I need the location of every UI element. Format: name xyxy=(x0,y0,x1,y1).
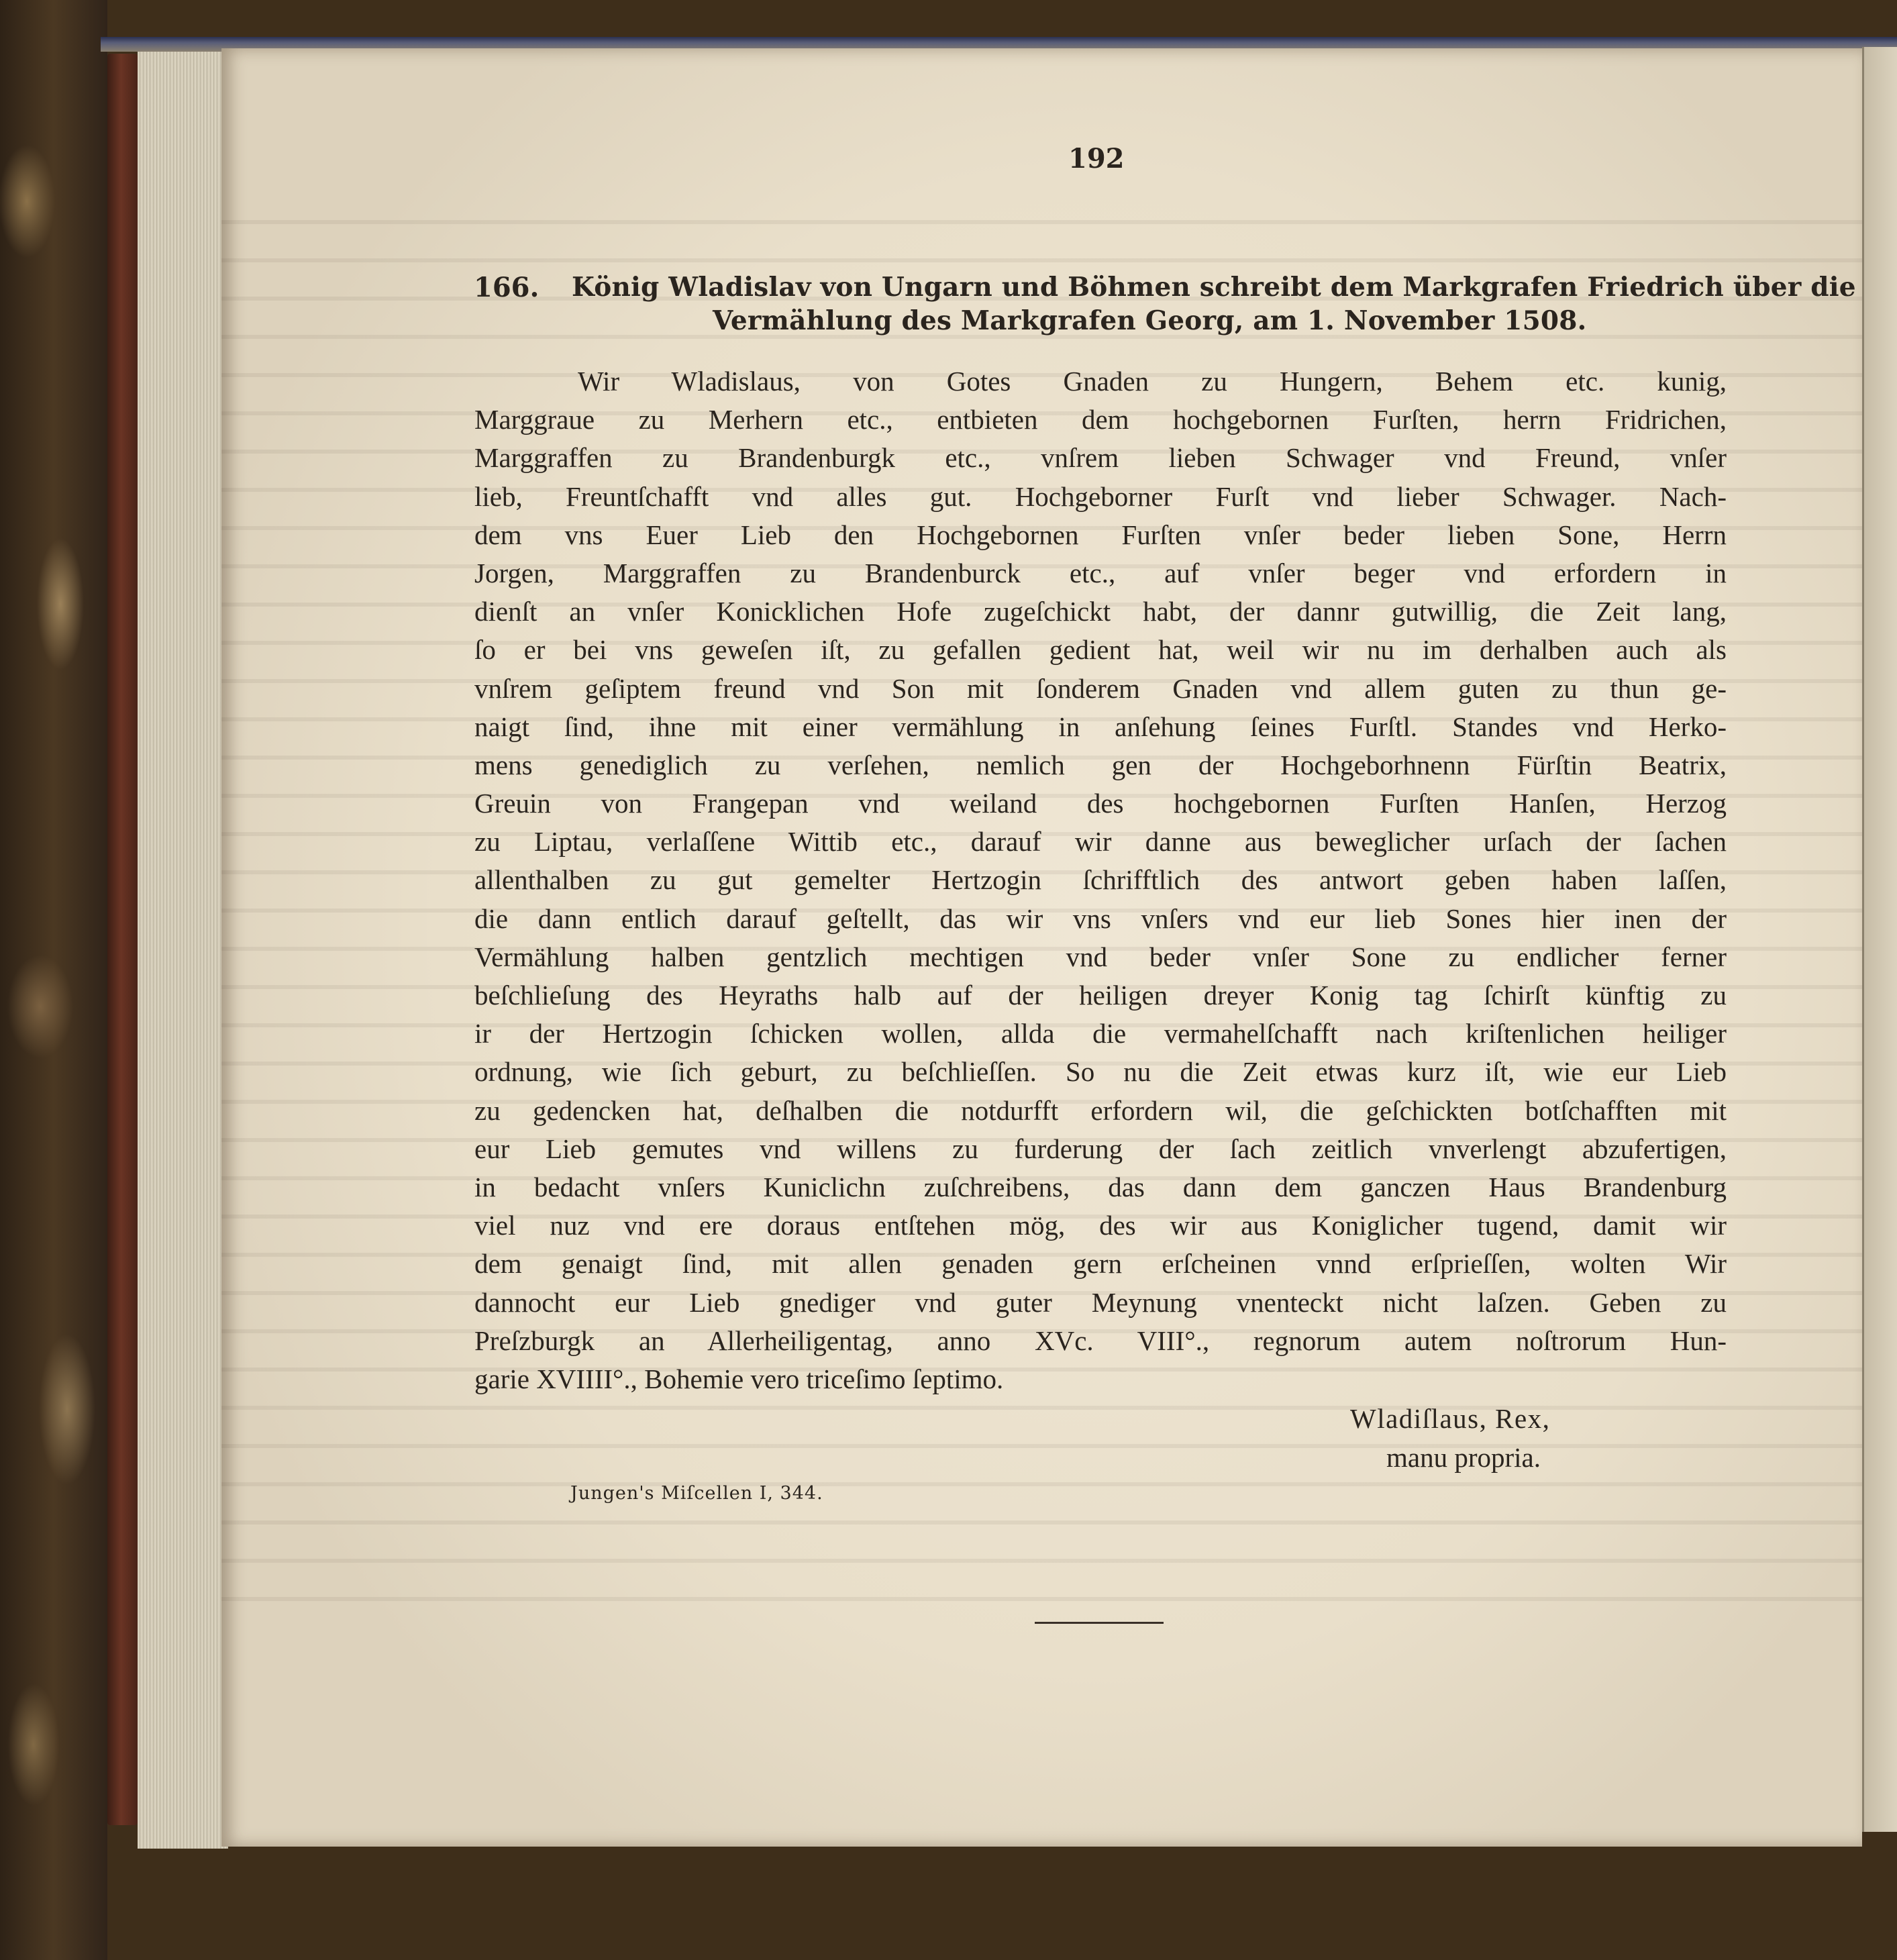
letter-body xyxy=(474,362,1727,1398)
body-line: die dann entlich darauf geſtellt, das wir vns vnſers vnd eur lieb Sones hier inen der xyxy=(474,902,1727,934)
body-line: Preſzburgk an Allerheiligentag, anno XVc. VIII°., regnorum autem noſtrorum Hun- xyxy=(474,1325,1727,1356)
body-line: garie XVIIII°., Bohemie vero triceſimo ſeptimo. xyxy=(474,1363,1004,1394)
body-line: vnſrem geſiptem freund vnd Son mit ſonderem Gnaden vnd allem guten zu thun ge- xyxy=(474,672,1727,704)
body-line: dem vns Euer Lieb den Hochgebornen Furſten vnſer beder lieben Sone, Herrn xyxy=(474,519,1727,550)
body-line: zu gedencken hat, deſhalben die notdurfft erfordern wil, die geſchickten botſchafften mit xyxy=(474,1094,1727,1126)
body-line: mens genediglich zu verſehen, nemlich gen der Hochgeborhnenn Fürſtin Beatrix, xyxy=(474,749,1727,780)
body-line: Wir Wladislaus, von Gotes Gnaden zu Hungern, Behem etc. kunig, xyxy=(578,366,1727,397)
signature-note: manu propria. xyxy=(1386,1442,1541,1473)
leather-spine xyxy=(107,54,138,1825)
body-line: dem genaigt ſind, mit allen genaden gern erſcheinen vnnd erſprieſſen, wolten Wir xyxy=(474,1248,1727,1280)
body-line: beſchlieſung des Heyraths halb auf der heiligen dreyer Konig tag ſchirſt künftig zu xyxy=(474,980,1727,1011)
section-rule xyxy=(1035,1622,1164,1624)
adjacent-page-edge xyxy=(1862,47,1897,1832)
body-line: viel nuz vnd ere doraus entſtehen mög, des wir aus Koniglicher tugend, damit wir xyxy=(474,1210,1727,1241)
body-line: naigt ſind, ihne mit einer vermählung in anſehung ſeines Furſtl. Standes vnd Herko- xyxy=(474,711,1727,742)
body-line: Vermählung halben gentzlich mechtigen vnd beder vnſer Sone zu endlicher ferner xyxy=(474,941,1727,972)
body-line: Greuin von Frangepan vnd weiland des hochgebornen Furſten Hanſen, Herzog xyxy=(474,788,1727,819)
body-line: zu Liptau, verlaſſene Wittib etc., darauf wir danne aus beweglicher urſach der ſachen xyxy=(474,826,1727,858)
page-number: 192 xyxy=(1068,143,1125,174)
document-heading-line-1: König Wladislav von Ungarn und Böhmen schreibt dem Markgrafen Friedrich über die xyxy=(572,272,1856,303)
body-line: Jorgen, Marggraffen zu Brandenburck etc., auf vnſer beger vnd erfordern in xyxy=(474,557,1727,588)
body-line: in bedacht vnſers Kuniclichn zuſchreibens, das dann dem ganczen Haus Brandenburg xyxy=(474,1171,1727,1202)
body-line: Marggraue zu Merhern etc., entbieten dem hochgebornen Furſten, herrn Fridrichen, xyxy=(474,404,1727,435)
body-line: lieb, Freuntſchafft vnd alles gut. Hochgeborner Furſt vnd lieber Schwager. Nach- xyxy=(474,480,1727,512)
signature: Wladiſlaus, Rex, xyxy=(1350,1403,1551,1434)
body-line: ordnung, wie ſich geburt, zu beſchlieſſen. So nu die Zeit etwas kurz iſt, wie eur Lieb xyxy=(474,1056,1727,1088)
body-line: eur Lieb gemutes vnd willens zu furderung der ſach zeitlich vnverlengt abzufertigen, xyxy=(474,1133,1727,1164)
body-line: ſo er bei vns geweſen iſt, zu gefallen gedient hat, weil wir nu im derhalben auch als xyxy=(474,634,1727,666)
page-edges xyxy=(138,44,228,1849)
body-line: allenthalben zu gut gemelter Hertzogin ſchrifftlich des antwort geben haben laſſen, xyxy=(474,864,1727,896)
source-citation: Jungen's Miſcellen I, 344. xyxy=(570,1483,823,1504)
body-line: dienſt an vnſer Konicklichen Hofe zugeſchickt habt, der dannr gutwillig, die Zeit lang, xyxy=(474,596,1727,627)
document-heading-line-2: Vermählung des Markgrafen Georg, am 1. November 1508. xyxy=(713,305,1587,336)
body-line: dannocht eur Lieb gnediger vnd guter Meynung vnenteckt nicht laſzen. Geben zu xyxy=(474,1286,1727,1318)
body-line: Marggraffen zu Brandenburgk etc., vnſrem lieben Schwager vnd Freund, vnſer xyxy=(474,442,1727,474)
body-line: ir der Hertzogin ſchicken wollen, allda die vermahelſchafft nach kriſtenlichen heiliger xyxy=(474,1018,1727,1049)
document-number: 166. xyxy=(474,272,540,303)
marbled-cover xyxy=(0,0,107,1960)
